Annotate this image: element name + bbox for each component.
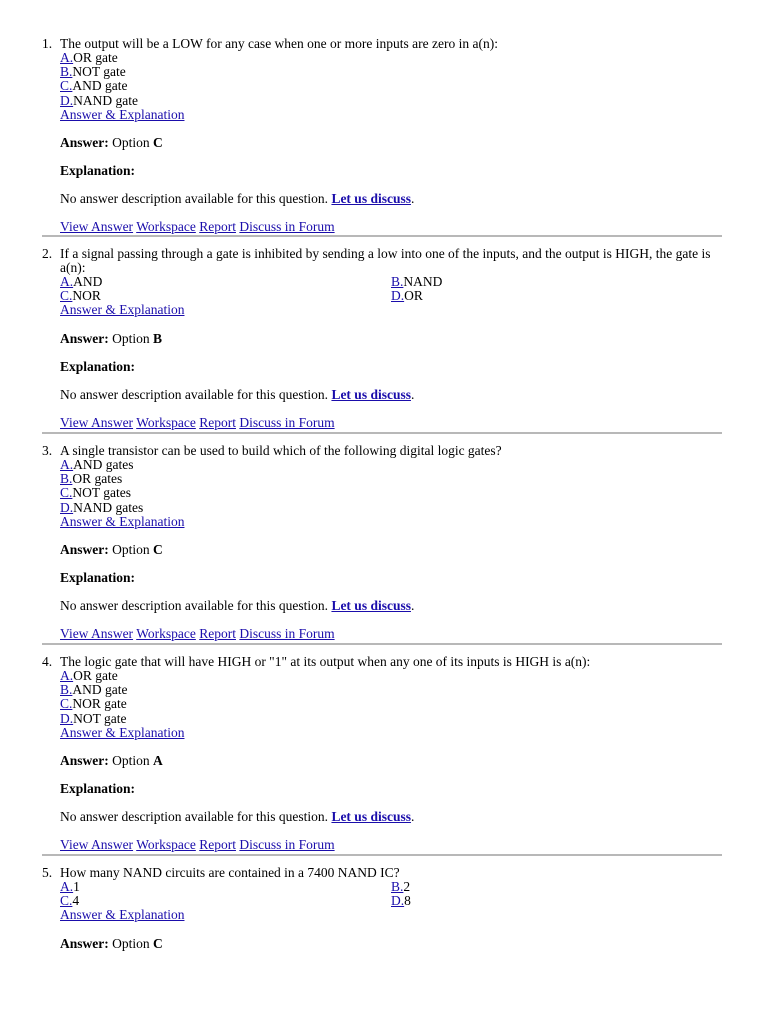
option-d[interactable] <box>391 894 691 908</box>
discuss-in-forum-link[interactable]: Discuss in Forum <box>239 625 335 641</box>
no-description-text: No answer description available for this question. <box>60 190 329 206</box>
answer-line <box>60 543 726 557</box>
option-b[interactable] <box>60 472 726 486</box>
divider <box>42 643 722 645</box>
option-a[interactable] <box>60 275 391 289</box>
workspace-link[interactable]: Workspace <box>136 836 196 852</box>
option-label[interactable]: B. <box>391 274 404 289</box>
answer-label: Answer: <box>60 541 109 557</box>
option-word: Option <box>112 752 150 768</box>
option-text: NOR gate <box>72 696 127 712</box>
option-label[interactable]: A. <box>60 879 74 894</box>
answer-explanation-link[interactable]: Answer & Explanation <box>60 907 185 923</box>
period: . <box>410 190 415 206</box>
option-d[interactable] <box>60 94 726 108</box>
report-link[interactable]: Report <box>199 414 236 430</box>
workspace-link[interactable]: Workspace <box>136 625 196 641</box>
option-b[interactable] <box>60 65 726 79</box>
workspace-link[interactable]: Workspace <box>136 218 196 234</box>
no-description-text: No answer description available for this question. <box>60 597 329 613</box>
answer-line <box>60 937 726 951</box>
option-label[interactable]: A. <box>60 668 74 683</box>
option-label[interactable]: D. <box>60 710 74 726</box>
divider <box>42 432 722 434</box>
question-text: The output will be a LOW for any case when one or more inputs are zero in a(n): <box>60 36 498 51</box>
question-number: 5. <box>42 865 53 880</box>
view-answer-link[interactable]: View Answer <box>60 218 134 234</box>
option-text: NOT gate <box>73 710 127 726</box>
divider <box>42 235 722 237</box>
option-label[interactable]: D. <box>60 499 74 515</box>
option-text: 8 <box>404 893 411 909</box>
option-d[interactable] <box>391 289 691 303</box>
option-label[interactable]: C. <box>60 893 73 909</box>
answer-label: Answer: <box>60 752 109 768</box>
option-text: 2 <box>403 879 411 894</box>
answer-explanation-link[interactable]: Answer & Explanation <box>60 302 185 318</box>
question-4 <box>42 655 726 852</box>
option-c[interactable] <box>60 486 726 500</box>
option-label[interactable]: A. <box>60 50 74 65</box>
let-us-discuss-link[interactable]: Let us discuss <box>331 808 411 824</box>
question-2 <box>42 247 726 430</box>
option-text: OR gate <box>73 50 118 65</box>
question-footer <box>60 220 726 234</box>
option-label[interactable]: C. <box>60 78 73 94</box>
question-text: A single transistor can be used to build which of the following digital logic gates? <box>60 443 502 458</box>
answer-value: C <box>153 541 163 557</box>
option-c[interactable] <box>60 289 391 303</box>
question-text: How many NAND circuits are contained in a 7400 NAND IC? <box>60 865 400 880</box>
option-label[interactable]: C. <box>60 485 73 501</box>
answer-value: B <box>153 330 163 346</box>
option-d[interactable] <box>60 712 726 726</box>
option-label[interactable]: B. <box>60 471 73 487</box>
option-text: OR <box>404 288 423 304</box>
answer-label: Answer: <box>60 935 109 951</box>
answer-line <box>60 136 726 150</box>
explanation-heading: Explanation: <box>60 162 136 178</box>
answer-explanation-link[interactable]: Answer & Explanation <box>60 724 185 740</box>
option-text: NOT gate <box>72 64 126 80</box>
option-a[interactable] <box>60 51 726 65</box>
option-word: Option <box>112 134 150 150</box>
option-text: NAND gate <box>73 92 138 108</box>
no-description-text: No answer description available for this question. <box>60 808 329 824</box>
answer-explanation-link[interactable]: Answer & Explanation <box>60 106 185 122</box>
answer-label: Answer: <box>60 134 109 150</box>
report-link[interactable]: Report <box>199 625 236 641</box>
question-footer <box>60 416 726 430</box>
discuss-in-forum-link[interactable]: Discuss in Forum <box>239 836 335 852</box>
explanation-text <box>60 599 726 613</box>
option-b[interactable] <box>391 880 691 894</box>
question-footer <box>60 627 726 641</box>
option-text: NAND <box>403 274 443 289</box>
period: . <box>410 597 415 613</box>
option-word: Option <box>112 541 150 557</box>
option-text: NOT gates <box>72 485 132 501</box>
option-label[interactable]: D. <box>391 288 405 304</box>
answer-line <box>60 754 726 768</box>
discuss-in-forum-link[interactable]: Discuss in Forum <box>239 218 335 234</box>
option-c[interactable] <box>60 894 391 908</box>
option-a[interactable] <box>60 458 726 472</box>
option-label[interactable]: C. <box>60 288 73 304</box>
explanation-text <box>60 810 726 824</box>
option-b[interactable] <box>60 683 726 697</box>
view-answer-link[interactable]: View Answer <box>60 414 134 430</box>
option-label[interactable]: A. <box>60 274 74 289</box>
question-number: 3. <box>42 443 53 458</box>
answer-explanation-link[interactable]: Answer & Explanation <box>60 513 185 529</box>
option-label[interactable]: D. <box>391 893 405 909</box>
question-1 <box>42 37 726 234</box>
no-description-text: No answer description available for this question. <box>60 386 329 402</box>
option-label[interactable]: B. <box>391 879 404 894</box>
option-word: Option <box>112 935 150 951</box>
option-text: AND gate <box>72 78 128 94</box>
answer-value: C <box>153 134 163 150</box>
let-us-discuss-link[interactable]: Let us discuss <box>331 190 411 206</box>
answer-label: Answer: <box>60 330 109 346</box>
option-b[interactable] <box>391 275 691 289</box>
question-text: The logic gate that will have HIGH or "1" at its output when any one of its inputs is HIGH is a(n): <box>60 654 591 669</box>
option-text: AND gate <box>72 682 128 698</box>
option-c[interactable] <box>60 697 726 711</box>
explanation-text <box>60 388 726 402</box>
option-text: 4 <box>72 893 80 909</box>
question-footer <box>60 838 726 852</box>
answer-value: C <box>153 935 163 951</box>
report-link[interactable]: Report <box>199 836 236 852</box>
option-label[interactable]: D. <box>60 92 74 108</box>
answer-value: A <box>153 752 163 768</box>
question-number: 4. <box>42 654 53 669</box>
discuss-in-forum-link[interactable]: Discuss in Forum <box>239 414 335 430</box>
option-text: OR gates <box>72 471 123 487</box>
option-word: Option <box>112 330 150 346</box>
option-text: AND gates <box>73 457 134 472</box>
option-d[interactable] <box>60 501 726 515</box>
option-text: NAND gates <box>73 499 144 515</box>
option-text: AND <box>73 274 103 289</box>
option-label[interactable]: A. <box>60 457 74 472</box>
answer-line <box>60 332 726 346</box>
explanation-heading: Explanation: <box>60 780 136 796</box>
explanation-heading: Explanation: <box>60 358 136 374</box>
option-a[interactable] <box>60 669 726 683</box>
explanation-text <box>60 192 726 206</box>
option-c[interactable] <box>60 79 726 93</box>
view-answer-link[interactable]: View Answer <box>60 836 134 852</box>
option-a[interactable] <box>60 880 391 894</box>
period: . <box>410 808 415 824</box>
question-5 <box>42 866 726 951</box>
report-link[interactable]: Report <box>199 218 236 234</box>
option-text: NOR <box>72 288 101 304</box>
option-text: 1 <box>73 879 80 894</box>
explanation-heading: Explanation: <box>60 569 136 585</box>
period: . <box>410 386 415 402</box>
option-text: OR gate <box>73 668 118 683</box>
option-label[interactable]: C. <box>60 696 73 712</box>
option-label[interactable]: B. <box>60 64 73 80</box>
question-text: If a signal passing through a gate is inhibited by sending a low into one of the inputs, and the output is HIGH, the gate is a(n): <box>60 246 711 275</box>
let-us-discuss-link[interactable]: Let us discuss <box>331 386 411 402</box>
let-us-discuss-link[interactable]: Let us discuss <box>331 597 411 613</box>
question-3 <box>42 444 726 641</box>
divider <box>42 854 722 856</box>
question-number: 1. <box>42 36 53 51</box>
workspace-link[interactable]: Workspace <box>136 414 196 430</box>
view-answer-link[interactable]: View Answer <box>60 625 134 641</box>
option-label[interactable]: B. <box>60 682 73 698</box>
question-number: 2. <box>42 246 53 261</box>
